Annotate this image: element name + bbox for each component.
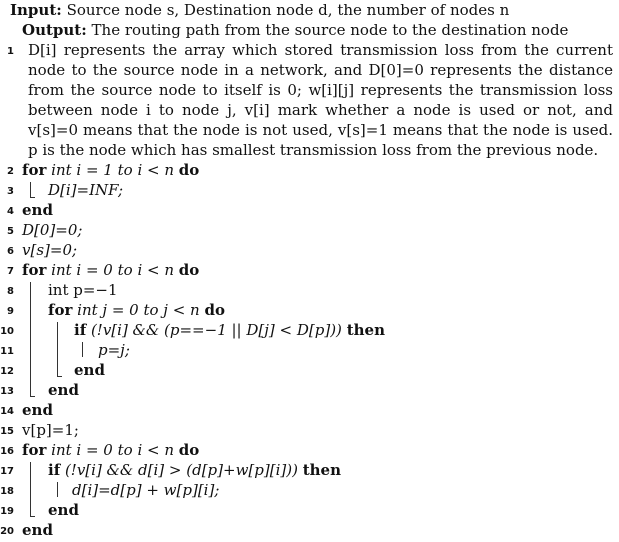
block-guide bbox=[57, 482, 58, 497]
line-number: 9 bbox=[7, 306, 14, 317]
input-text: Source node s, Destination node d, the number of nodes n bbox=[66, 1, 510, 19]
loop-condition: int j = 0 to j < n bbox=[77, 301, 200, 319]
line-number: 12 bbox=[0, 366, 14, 377]
loop-condition: int i = 1 to i < n bbox=[51, 161, 175, 179]
keyword-end: end bbox=[22, 401, 53, 419]
line-number: 20 bbox=[0, 526, 14, 537]
description-paragraph: D[i] represents the array which stored transmission loss from the current node to the source node in a network, and D[0]=0 represents the distance from the source node to itself is 0; w[i][j] represents the transmission loss between node i to node j, v[i] mark whether a node is used or not, and v[s]=0 means that the node is not used, v[s]=1 means that the node is used. p is the node which has smallest transmission loss from the previous node. bbox=[28, 41, 613, 159]
keyword-if: if bbox=[48, 461, 61, 479]
statement: D[0]=0; bbox=[22, 221, 83, 239]
block-guide bbox=[30, 462, 31, 517]
keyword-end: end bbox=[74, 361, 105, 379]
keyword-end: end bbox=[22, 201, 53, 219]
keyword-do: do bbox=[178, 161, 200, 179]
block-guide bbox=[57, 322, 58, 377]
keyword-end: end bbox=[22, 521, 53, 539]
block-guide bbox=[30, 396, 35, 397]
line-number: 15 bbox=[0, 426, 14, 437]
block-guide bbox=[30, 197, 35, 198]
line-number: 11 bbox=[0, 346, 14, 357]
statement: p=j; bbox=[98, 341, 130, 359]
statement: d[i]=d[p] + w[p][i]; bbox=[72, 481, 220, 499]
keyword-end: end bbox=[48, 501, 79, 519]
output-label: Output: bbox=[22, 21, 87, 39]
line-number: 5 bbox=[7, 226, 14, 237]
keyword-then: then bbox=[302, 461, 341, 479]
keyword-then: then bbox=[346, 321, 385, 339]
line-number: 2 bbox=[7, 166, 14, 177]
keyword-for: for bbox=[22, 261, 47, 279]
keyword-do: do bbox=[178, 261, 200, 279]
line-number: 16 bbox=[0, 446, 14, 457]
loop-condition: int i = 0 to i < n bbox=[51, 261, 175, 279]
keyword-do: do bbox=[178, 441, 200, 459]
line-number: 4 bbox=[7, 206, 14, 217]
line-number: 6 bbox=[7, 246, 14, 257]
line-number: 18 bbox=[0, 486, 14, 497]
block-guide bbox=[30, 282, 31, 397]
line-number: 17 bbox=[0, 466, 14, 477]
statement: v[p]=1; bbox=[22, 421, 79, 439]
keyword-end: end bbox=[48, 381, 79, 399]
if-condition: (!v[i] && d[i] > (d[p]+w[p][i])) bbox=[64, 461, 298, 479]
line-number: 8 bbox=[7, 286, 14, 297]
block-guide bbox=[57, 376, 62, 377]
statement: v[s]=0; bbox=[22, 241, 78, 259]
line-number: 14 bbox=[0, 406, 14, 417]
line-number: 19 bbox=[0, 506, 14, 517]
statement: D[i]=INF; bbox=[48, 181, 124, 199]
statement: int p=−1 bbox=[48, 281, 118, 299]
loop-condition: int i = 0 to i < n bbox=[51, 441, 175, 459]
keyword-if: if bbox=[74, 321, 87, 339]
if-condition: (!v[i] && (p==−1 || D[j] < D[p])) bbox=[90, 321, 342, 339]
keyword-do: do bbox=[204, 301, 226, 319]
line-number: 7 bbox=[7, 266, 14, 277]
line-number: 13 bbox=[0, 386, 14, 397]
keyword-for: for bbox=[22, 161, 47, 179]
line-number: 10 bbox=[0, 326, 14, 337]
line-number: 3 bbox=[7, 186, 14, 197]
output-text: The routing path from the source node to the destination node bbox=[91, 21, 569, 39]
block-guide bbox=[30, 182, 31, 198]
input-label: Input: bbox=[10, 1, 62, 19]
block-guide bbox=[30, 516, 35, 517]
line-number: 1 bbox=[7, 46, 14, 57]
block-guide bbox=[82, 342, 83, 357]
keyword-for: for bbox=[48, 301, 73, 319]
keyword-for: for bbox=[22, 441, 47, 459]
